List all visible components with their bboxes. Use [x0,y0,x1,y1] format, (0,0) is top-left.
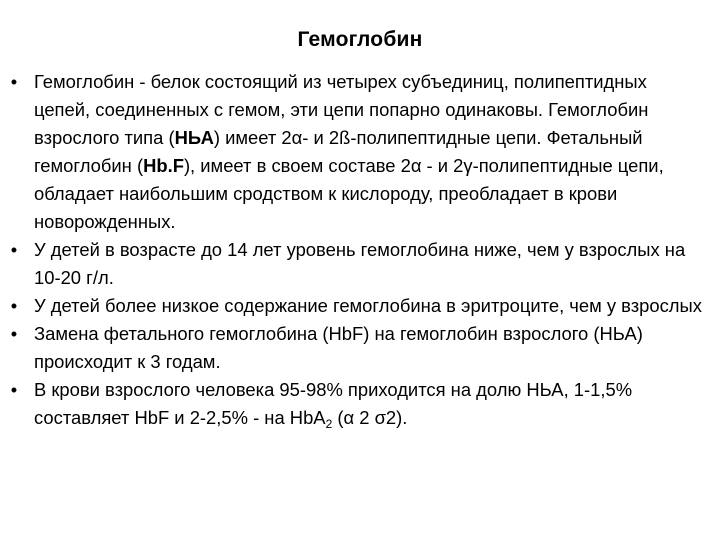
bullet-dot-icon: • [10,71,18,92]
bullet-text-part: В крови взрослого человека 95-98% приходится на долю НЬА, 1-1,5% составляет HbF и 2-2,5% - на HbA [34,379,633,428]
bullet-list [4,68,704,432]
bullet-item [4,320,704,376]
bullet-item [4,236,704,292]
bullet-text: У детей более низкое содержание гемоглобина в эритроците, чем у взрослых [34,295,702,316]
bullet-text [34,68,704,236]
bullet-text: Замена фетального гемоглобина (HbF) на гемоглобин взрослого (НЬА) происходит к 3 годам. [34,323,643,372]
slide-title: Гемоглобин [297,28,423,51]
bullet-item [4,376,704,432]
bullet-text-bold: Hb.F [143,155,184,176]
bullet-dot-icon: • [10,295,18,316]
bullet-dot-icon: • [10,379,18,400]
bullet-item [4,68,704,236]
bullet-text-subscript: 2 [325,417,333,431]
bullet-text [34,376,704,432]
bullet-text-part: ) имеет 2α- и 2ß-полипептидные цепи. Фетальный гемоглобин ( [34,127,643,176]
bullet-text-part: Гемоглобин - белок состоящий из четырех субъединиц, полипептидных цепей, соединенных с гемом, эти цепи попарно одинаковы. Гемоглобин взрослого типа ( [34,71,649,148]
bullet-text: У детей в возрасте до 14 лет уровень гемоглобина ниже, чем у взрослых на 10-20 г/л. [34,239,686,288]
bullet-dot-icon: • [10,323,18,344]
bullet-text-part: ), имеет в своем составе 2α - и 2γ-полипептидные цепи, обладает наибольшим сродством к кислороду, преобладает в крови новорожденных. [34,155,664,232]
bullet-text-bold: НЬА [174,127,214,148]
bullet-item [4,292,704,320]
bullet-dot-icon: • [10,239,18,260]
bullet-text-part: (α 2 σ2). [332,407,408,428]
